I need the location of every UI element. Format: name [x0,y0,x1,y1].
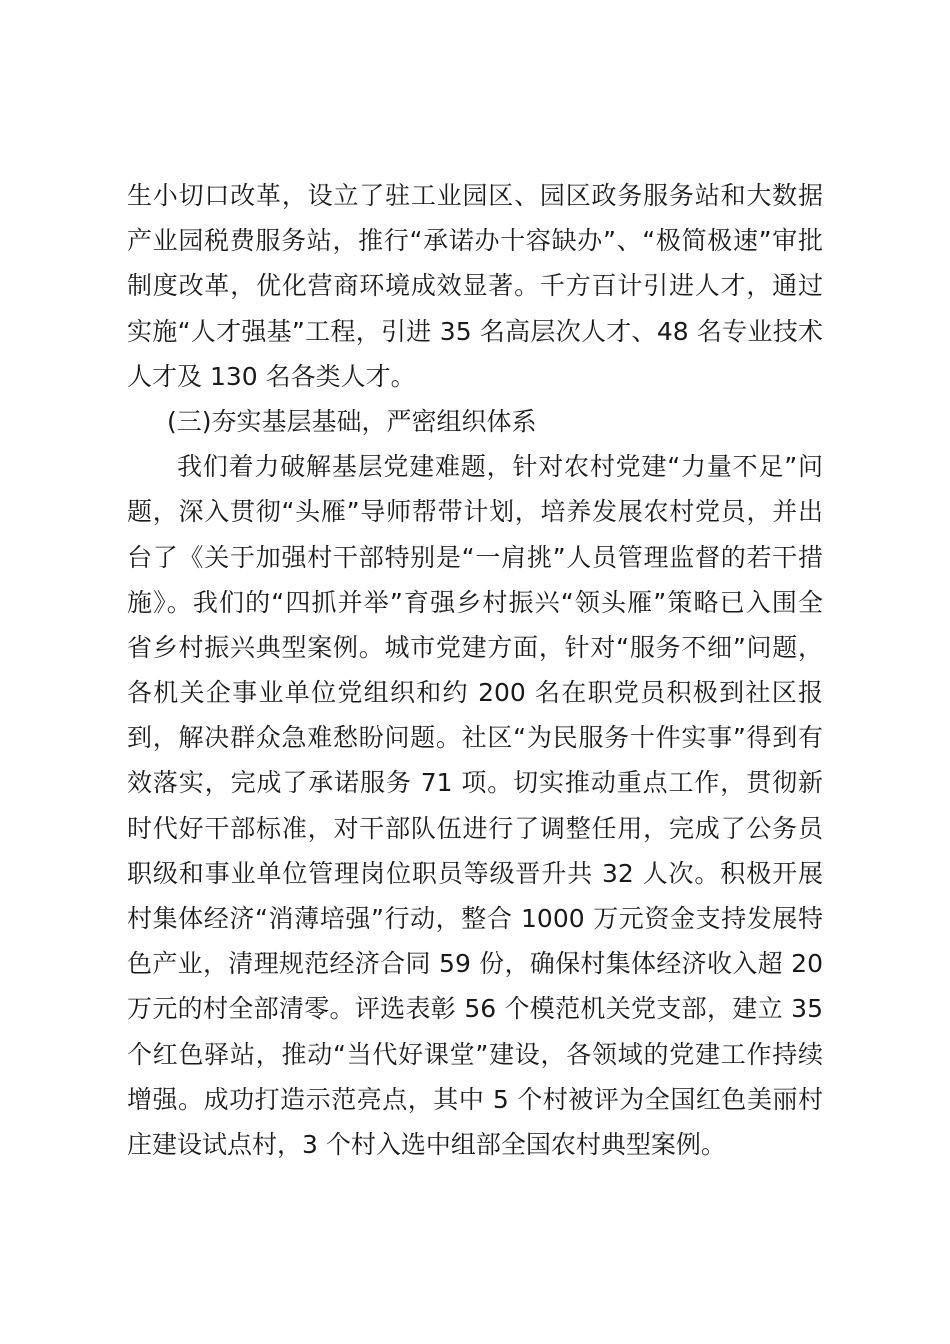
document-body [127,173,823,1167]
text-line: 人才及 130 名各类人才。 [127,361,416,391]
text-line: 时代好干部标准，对干部队伍进行了调整任用，完成了公务员 [127,813,823,843]
text-line: 效落实，完成了承诺服务 71 项。切实推动重点工作，贯彻新 [127,768,823,798]
text-line: 省乡村振兴典型案例。城市党建方面，针对“服务不细”问题， [127,632,823,662]
text-line: 题，深入贯彻“头雁”导师帮带计划，培养发展农村党员，并出 [127,497,823,527]
paragraph-grassroots [127,444,823,1167]
text-line: 职级和事业单位管理岗位职员等级晋升共 32 人次。积极开展 [127,858,823,888]
text-line: 庄建设试点村，3 个村入选中组部全国农村典型案例。 [127,1129,726,1159]
section-heading: (三)夯实基层基础，严密组织体系 [167,406,537,436]
text-line: 施》。我们的“四抓并举”育强乡村振兴“领头雁”策略已入围全 [127,587,823,617]
text-line: 台了《关于加强村干部特别是“一肩挑”人员管理监督的若干措 [127,542,823,572]
paragraph-talent-reform [127,173,823,399]
text-line: 村集体经济“消薄培强”行动，整合 1000 万元资金支持发展特 [127,904,823,933]
text-line: 产业园税费服务站，推行“承诺办十容缺办”、“极简极速”审批 [127,226,823,256]
text-line: 制度改革，优化营商环境成效显著。千方百计引进人才，通过 [127,271,823,301]
text-line: 万元的村全部清零。评选表彰 56 个模范机关党支部，建立 35 [127,994,823,1024]
text-line: 我们着力破解基层党建难题，针对农村党建“力量不足”问 [177,452,823,482]
text-line: 实施“人才强基”工程，引进 35 名高层次人才、48 名专业技术 [127,316,823,346]
text-line: 生小切口改革，设立了驻工业园区、园区政务服务站和大数据 [127,181,823,210]
text-line: 各机关企事业单位党组织和约 200 名在职党员积极到社区报 [127,678,823,708]
text-line: 个红色驿站，推动“当代好课堂”建设，各领域的党建工作持续 [127,1039,823,1069]
text-line: 色产业，清理规范经济合同 59 份，确保村集体经济收入超 20 [127,949,823,979]
text-line: 到，解决群众急难愁盼问题。社区“为民服务十件实事”得到有 [127,723,823,753]
text-line: 增强。成功打造示范亮点，其中 5 个村被评为全国红色美丽村 [127,1084,823,1114]
